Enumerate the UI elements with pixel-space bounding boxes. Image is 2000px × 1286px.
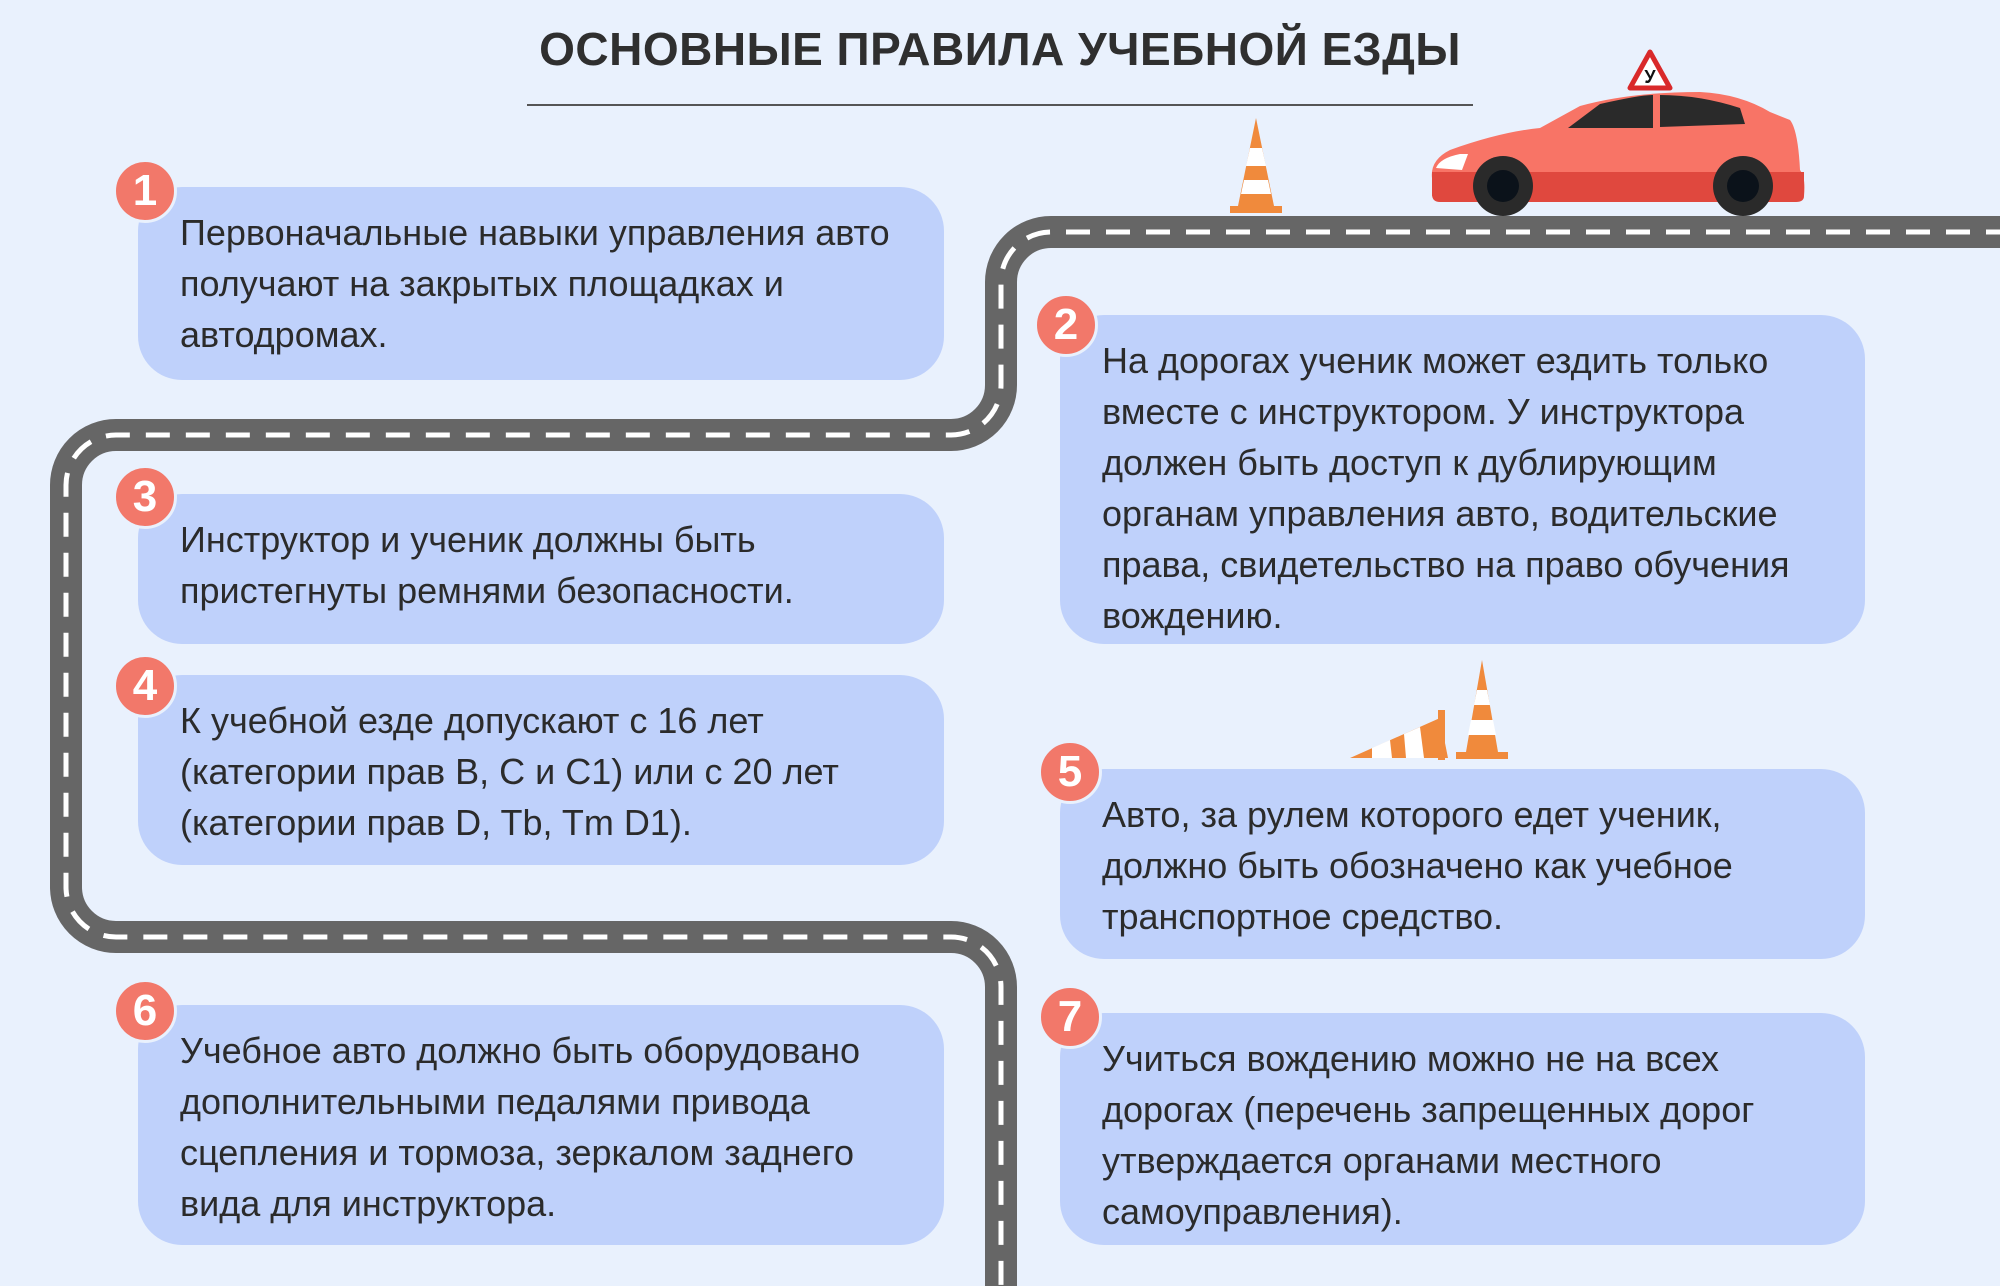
- rule-card-4: [138, 675, 944, 865]
- rule-number-badge: 4: [113, 654, 177, 718]
- rule-number-badge: 2: [1034, 293, 1098, 357]
- rule-card-7: [1060, 1013, 1865, 1245]
- rule-text: К учебной езде допускают с 16 лет (категории прав B, C и C1) или с 20 лет (категории прав D, Tb, Tm D1).: [180, 700, 839, 843]
- svg-text:У: У: [1644, 67, 1656, 87]
- rule-card-5: [1060, 769, 1865, 959]
- learner-sign-icon: [1630, 52, 1670, 88]
- rule-card-3: [138, 494, 944, 644]
- rule-card-6: [138, 1005, 944, 1245]
- rule-text: На дорогах ученик может ездить только вместе с инструктором. У инструктора должен быть доступ к дублирующим органам управления авто, водительские права, свидетельство на право обучения вождению.: [1102, 340, 1790, 636]
- rule-number-badge: 3: [113, 465, 177, 529]
- rule-number-badge: 6: [113, 979, 177, 1043]
- rule-card-2: [1060, 315, 1865, 644]
- standing-cone-icon: [1456, 660, 1508, 759]
- rule-text: Первоначальные навыки управления авто получают на закрытых площадках и автодромах.: [180, 212, 890, 355]
- rule-text: Авто, за рулем которого едет ученик, должно быть обозначено как учебное транспортное средство.: [1102, 794, 1733, 937]
- learner-car-icon: [1432, 52, 1805, 216]
- rule-text: Учиться вождению можно не на всех дорогах (перечень запрещенных дорог утверждается органами местного самоуправления).: [1102, 1038, 1755, 1232]
- fallen-cone-icon: [1350, 710, 1448, 760]
- rule-text: Инструктор и ученик должны быть пристегнуты ремнями безопасности.: [180, 519, 794, 611]
- page-title: ОСНОВНЫЕ ПРАВИЛА УЧЕБНОЙ ЕЗДЫ: [539, 23, 1461, 75]
- rule-card-1: [138, 187, 944, 380]
- traffic-cone-icon: [1230, 118, 1282, 213]
- rule-text: Учебное авто должно быть оборудовано дополнительными педалями привода сцепления и тормоза, зеркалом заднего вида для инструктора.: [180, 1030, 860, 1224]
- rule-number-badge: 5: [1038, 740, 1102, 804]
- rule-number-badge: 7: [1038, 985, 1102, 1049]
- rule-number-badge: 1: [113, 159, 177, 223]
